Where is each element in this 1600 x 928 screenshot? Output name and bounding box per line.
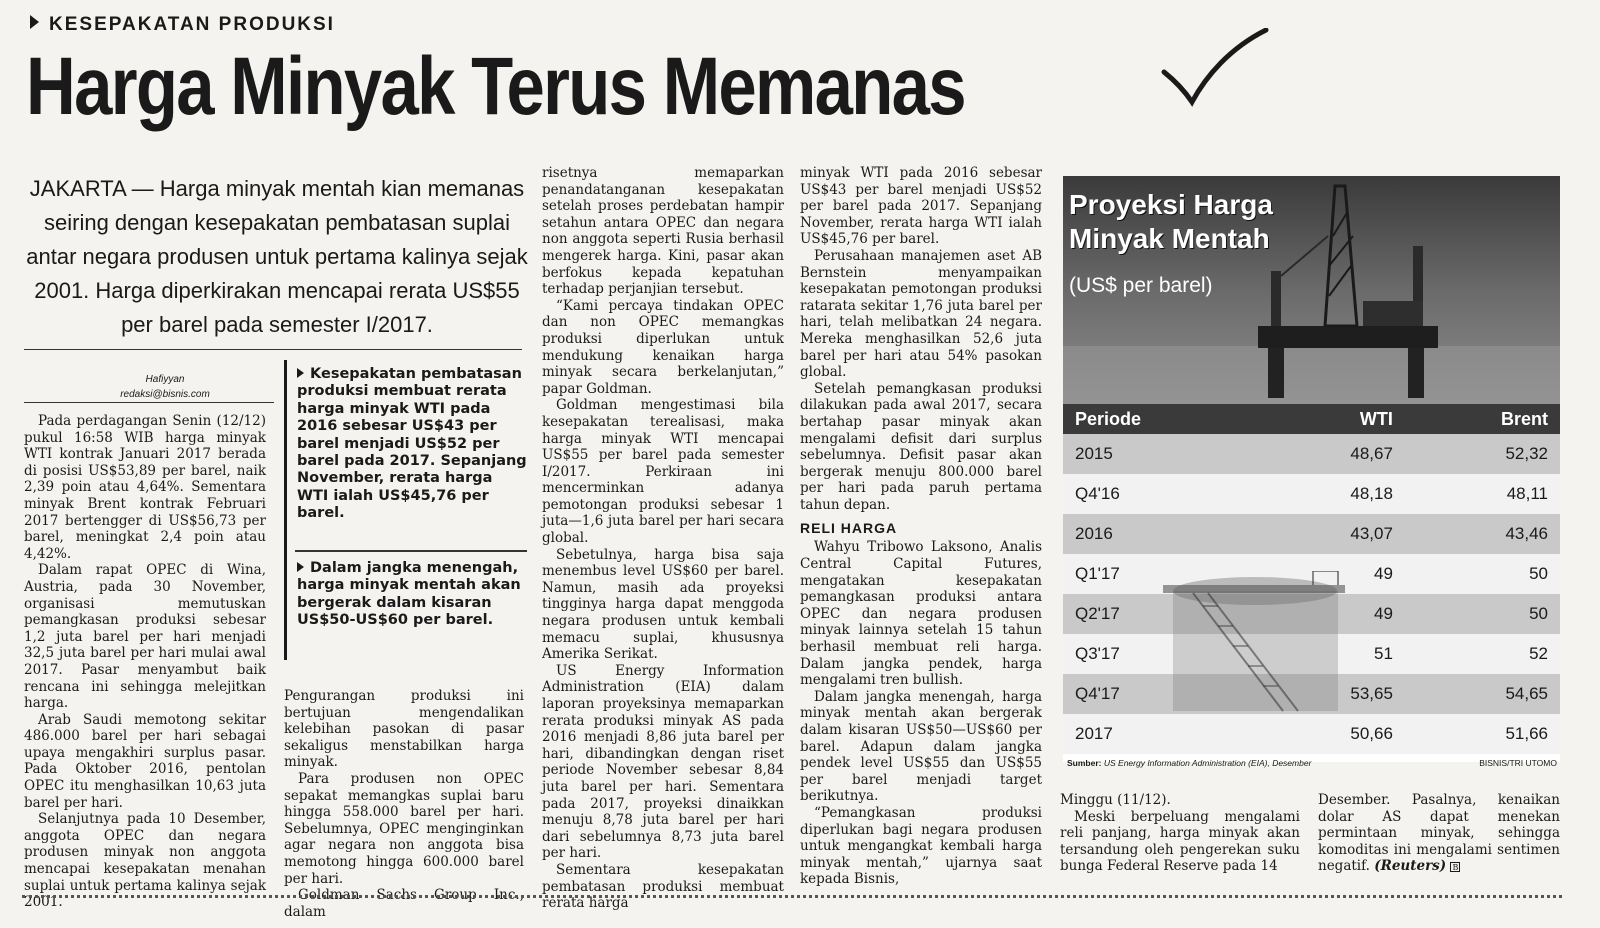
paragraph: Dalam jangka menengah, harga minyak mentah akan bergerak dalam kisaran US$50—US$60 per barel. Adapun dalam jangka pendek level US$55 dan US$55 per barel menjadi target berikutnya. <box>800 688 1042 805</box>
divider <box>24 349 522 350</box>
paragraph: Selanjutnya pada 10 Desember, anggota OPEC dan negara produsen minyak non anggota mencapai kesepakatan menahan suplai untuk pertama kalinya sejak 2001. <box>24 811 266 911</box>
paragraph: Goldman mengestimasi bila kesepakatan terealisasi, maka harga minyak WTI mencapai US$55 per barel pada semester I/2017. Perkiraan ini mencerminkan adanya pemotongan produksi sebesar 1 juta—1,6 juta barel per hari secara global. <box>542 397 784 547</box>
wire-credit: (Reuters) <box>1374 858 1447 875</box>
column-1 <box>24 413 266 911</box>
column-3 <box>542 165 784 912</box>
headline: Harga Minyak Terus Memanas <box>26 41 965 132</box>
subheading: RELI HARGA <box>800 520 898 537</box>
paragraph: Para produsen non OPEC sepakat memangkas suplai baru hingga 558.000 barel per hari. Sebelumnya, OPEC menginginkan agar negara non anggota bisa memotong hingga 600.000 barel per hari. <box>284 770 524 887</box>
paragraph: Arab Saudi memotong sekitar 486.000 barel per hari sebagai upaya mengakhiri surplus pasar. Pada Oktober 2016, pentolan OPEC itu menghasilkan 10,63 juta barel per hari. <box>24 711 266 811</box>
oil-rig-photo <box>1063 176 1560 404</box>
paragraph: Pada perdagangan Senin (12/12) pukul 16:58 WIB harga minyak WTI kontrak Januari 2017 berada di posisi US$53,89 per barel, naik 2,39 poin atau 4,64%. Sementara minyak Brent kontrak Februari 2017 bertengger di US$56,73 per barel, meningkat 2,4 poin atau 4,42%. <box>24 413 266 562</box>
source-line: Sumber: US Energy Information Administration (EIA), Desember BISNIS/TRI UTOMO <box>1067 758 1557 768</box>
paragraph: “Pemangkasan produksi diperlukan bagi negara produsen untuk mengangkat kembali harga minyak mentah,” ujarnya saat kepada Bisnis, <box>800 804 1042 888</box>
table-row: 2016 43,07 43,46 <box>1063 514 1560 554</box>
table-row: Q2'17 49 50 <box>1063 594 1560 634</box>
paragraph: Setelah pemangkasan produksi dilakukan pada awal 2017, secara bertahap pasar minyak akan mengalami defisit dari surplus sebelumnya. Defisit pasar akan bergerak menuju 800.000 barel per hari pada paruh pertama tahun depan. <box>800 380 1042 513</box>
paragraph: Pengurangan produksi ini bertujuan mengendalikan kelebihan pasokan di pasar sekaligus menstabilkan harga minyak. <box>284 688 524 771</box>
triangle-icon <box>297 562 304 572</box>
paragraph: Goldman Sachs Group Inc., dalam <box>284 887 524 920</box>
table-row: 2017 50,66 51,66 <box>1063 714 1560 754</box>
divider <box>295 550 527 552</box>
column-2 <box>284 688 524 920</box>
callout-2: Dalam jangka menengah, harga minyak mentah akan bergerak dalam kisaran US$50-US$60 per barel. <box>297 560 521 629</box>
divider <box>24 402 274 403</box>
table-header <box>1063 404 1560 434</box>
paragraph: Wahyu Tribowo Laksono, Analis Central Capital Futures, mengatakan kesepakatan pemangkasan produksi antara OPEC dan negara produsen minyak lainnya setelah 15 tahun berhasil membuat reli harga. Dalam jangka pendek, harga mengalami tren bullish. <box>800 539 1042 689</box>
lede: JAKARTA — Harga minyak mentah kian memanas seiring dengan kesepakatan pembatasan suplai antar negara produsen untuk pertama kalinya sejak 2001. Harga diperkirakan mencapai rerata US$55 per barel pada semester I/2017. <box>26 176 528 337</box>
paragraph: Sebetulnya, harga bisa saja menembus level US$60 per barel. Namun, masih ada proyeksi tingginya harga dapat menggoda negara produsen untuk kembali memacu suplai, khususnya Amerika Serikat. <box>542 546 784 663</box>
infographic <box>1063 176 1560 762</box>
section-kicker: KESEPAKATAN PRODUKSI <box>30 14 335 36</box>
paragraph: risetnya memaparkan penandatanganan kesepakatan setelah proses perdebatan hampir setahun antara OPEC dan negara non anggota seperti Rusia berhasil mengerek harga. Kini, pasar akan berfokus kepada kepatuhan terhadap perjanjian tersebut. <box>542 165 784 298</box>
checkmark-icon <box>1160 28 1270 108</box>
paragraph: minyak WTI pada 2016 sebesar US$43 per barel menjadi US$52 per barel pada 2017. Sepanjang November, rerata harga WTI ialah US$45,76 per barel. <box>800 165 1042 248</box>
column-4 <box>800 165 1042 888</box>
author-email: redaksi@bisnis.com <box>120 389 210 400</box>
triangle-icon <box>30 15 39 29</box>
author: Hafiyyan <box>145 374 185 385</box>
page-bottom-border <box>22 895 1562 898</box>
table-row: Q4'17 53,65 54,65 <box>1063 674 1560 714</box>
infographic-unit: (US$ per barel) <box>1069 274 1213 297</box>
header-period: Periode <box>1063 404 1260 434</box>
header-brent: Brent <box>1405 404 1560 434</box>
table-row: Q1'17 49 50 <box>1063 554 1560 594</box>
byline <box>90 372 240 402</box>
paragraph: Meski berpeluang mengalami reli panjang, harga minyak akan tersandung oleh pengerekan suku bunga Federal Reserve pada 14 <box>1060 808 1300 875</box>
paragraph: Desember. Pasalnya, kenaikan dolar AS dapat menekan permintaan minyak, sehingga komoditas ini mengalami sentimen negatif. (Reuters) B <box>1318 792 1560 875</box>
photo-credit: BISNIS/TRI UTOMO <box>1479 758 1557 768</box>
paragraph: Perusahaan manajemen aset AB Bernstein menyampaikan kesepakatan pemotongan produksi ratarata sekitar 1,76 juta barel per hari, telah melibatkan 24 negara. Mereka menghasilkan 52,6 juta barel per hari atau 54% pasokan global. <box>800 247 1042 381</box>
paragraph: Sementara kesepakatan pembatasan produksi membuat rerata harga <box>542 861 784 912</box>
table-row: Q4'16 48,18 48,11 <box>1063 474 1560 514</box>
paragraph: Dalam rapat OPEC di Wina, Austria, pada 30 November, organisasi memutuskan pemangkasan produksi sebesar 1,2 juta barel per hari menjadi 32,5 juta barel per hari mulai awal 2017. Pasar menyambut baik rencana ini sehingga melejitkan harga. <box>24 562 266 712</box>
source-text: US Energy Information Administration (EIA), Desember <box>1103 758 1312 768</box>
table-row: Q3'17 51 52 <box>1063 634 1560 674</box>
infographic-title: Proyeksi Harga Minyak Mentah <box>1069 189 1273 254</box>
table-row: 2015 48,67 52,32 <box>1063 434 1560 474</box>
paragraph: US Energy Information Administration (EIA) dalam laporan proyeksinya memaparkan rerata produksi minyak AS pada 2016 menjadi 8,86 juta barel per hari, dibandingkan dengan riset periode November sebesar 8,84 juta barel per hari. Sementara pada 2017, proyeksi dinaikkan menuju 8,78 juta barel per hari dari sebelumnya 8,73 juta barel per hari. <box>542 662 784 862</box>
column-5 <box>1060 792 1300 875</box>
callout-1: Kesepakatan pembatasan produksi membuat rerata harga minyak WTI pada 2016 sebesar US$43 per barel menjadi US$52 per barel pada 2017. Sepanjang November, rerata harga WTI ialah US$45,76 per barel. <box>297 366 527 522</box>
end-mark-icon: B <box>1450 862 1460 872</box>
header-wti: WTI <box>1260 404 1405 434</box>
callout-box <box>284 360 527 660</box>
oil-tank-illustration <box>1163 571 1348 716</box>
column-6 <box>1318 792 1560 875</box>
triangle-icon <box>297 368 304 378</box>
paragraph: Minggu (11/12). <box>1060 792 1171 808</box>
paragraph: “Kami percaya tindakan OPEC dan non OPEC memangkas produksi diperlukan untuk mendukung kenaikan harga minyak secara berkelanjutan,” papar Goldman. <box>542 297 784 397</box>
